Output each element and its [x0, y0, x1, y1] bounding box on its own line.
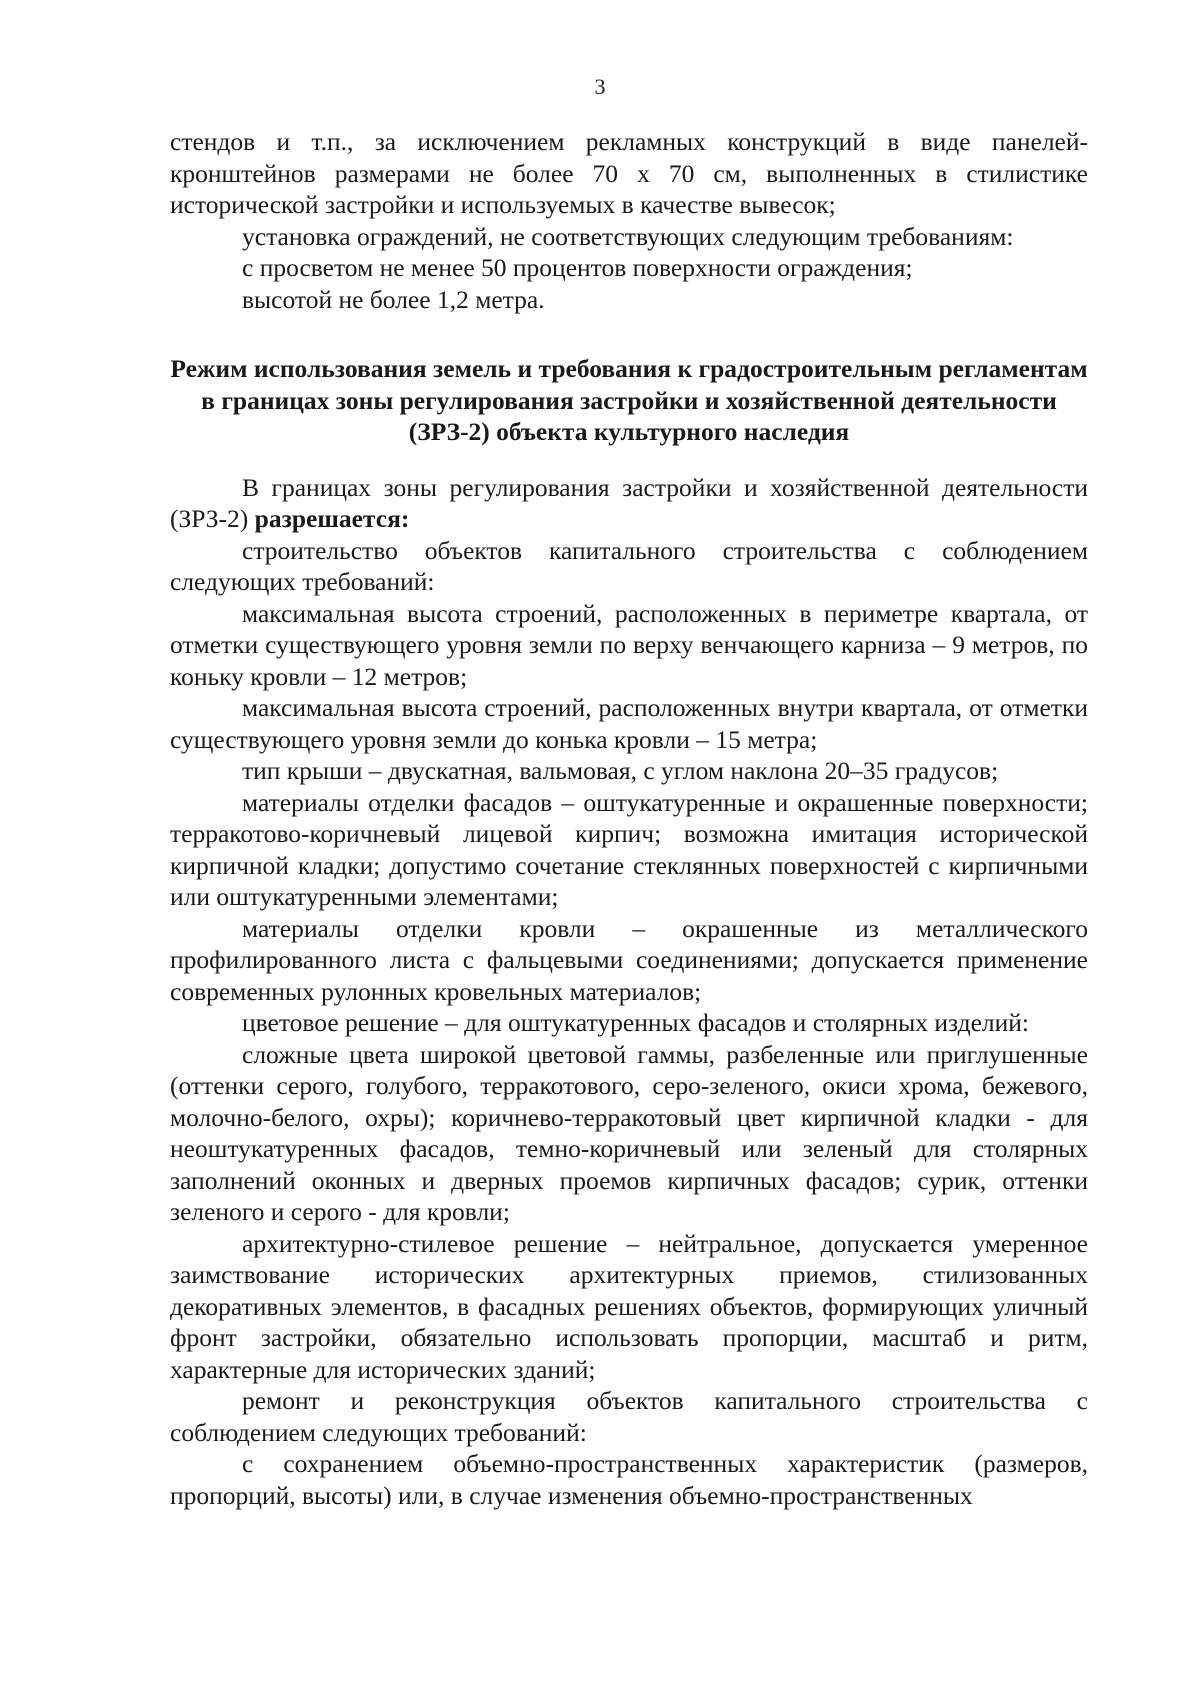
paragraph-preservation: с сохранением объемно-пространственных характеристик (размеров, пропорций, высоты) или, в случае изменения объемно-пространственных: [170, 1449, 1088, 1510]
paragraph-fencing-height: высотой не более 1,2 метра.: [242, 284, 545, 314]
paragraph-intro: [170, 472, 1088, 535]
paragraph-facade-materials: материалы отделки фасадов – оштукатуренные и окрашенные поверхности; терракотово-коричневый лицевой кирпич; возможна имитация исторической кирпичной кладки; допустимо сочетание стеклянных поверхностей с кирпичными или оштукатуренными элементами;: [170, 787, 1088, 911]
intro-text: В границах зоны регулирования застройки и хозяйственной деятельности (ЗРЗ-2): [170, 472, 1088, 533]
paragraph-fencing: установка ограждений, не соответствующих следующим требованиям:: [242, 221, 1014, 251]
paragraph-construction: строительство объектов капитального строительства с соблюдением следующих требований:: [170, 535, 1088, 596]
paragraph-repair: ремонт и реконструкция объектов капитального строительства с соблюдением следующих требований:: [170, 1386, 1088, 1447]
paragraph-max-height-inner: максимальная высота строений, расположенных внутри квартала, от отметки существующего уровня земли до конька кровли – 15 метра;: [170, 693, 1088, 754]
section-heading: Режим использования земель и требования к градостроительным регламентам в границах зоны регулирования застройки и хозяйственной деятельности (ЗРЗ-2) объекта культурного наследия: [170, 354, 1088, 446]
paragraph-fencing-clearance: с просветом не менее 50 процентов поверхности ограждения;: [242, 253, 913, 282]
document-body: [170, 126, 1088, 1511]
paragraph-architectural-style: архитектурно-стилевое решение – нейтральное, допускается умеренное заимствование исторических архитектурных приемов, стилизованных декоративных элементов, в фасадных решениях объектов, формирующих уличный фронт застройки, обязательно использовать пропорции, масштаб и ритм, характерные для исторических зданий;: [170, 1228, 1088, 1384]
paragraph-max-height-perimeter: максимальная высота строений, расположенных в периметре квартала, от отметки существующего уровня земли по верху венчающего карниза – 9 метров, по коньку кровли – 12 метров;: [170, 598, 1088, 691]
paragraph-roof-materials: материалы отделки кровли – окрашенные из металлического профилированного листа с фальцевыми соединениями; допускается применение современных рулонных кровельных материалов;: [170, 913, 1088, 1006]
intro-bold: разрешается:: [254, 504, 410, 533]
page-number: 3: [594, 74, 606, 99]
paragraph-color-solution: цветовое решение – для оштукатуренных фасадов и столярных изделий:: [242, 1008, 1030, 1037]
paragraph-continuation: стендов и т.п., за исключением рекламных конструкций в виде панелей-кронштейнов размерами не более 70 х 70 см, выполненных в стилистике исторической застройки и используемых в качестве вывесок;: [170, 127, 1088, 219]
paragraph-complex-colors: сложные цвета широкой цветовой гаммы, разбеленные или приглушенные (оттенки серого, голубого, терракотового, серо-зеленого, окиси хрома, бежевого, молочно-белого, охры); коричнево-терракотовый цвет кирпичной кладки - для неоштукатуренных фасадов, темно-коричневый или зеленый для столярных заполнений оконных и дверных проемов кирпичных фасадов; сурик, оттенки зеленого и серого - для кровли;: [170, 1039, 1088, 1226]
paragraph-roof-type: тип крыши – двускатная, вальмовая, с углом наклона 20–35 градусов;: [242, 756, 999, 785]
